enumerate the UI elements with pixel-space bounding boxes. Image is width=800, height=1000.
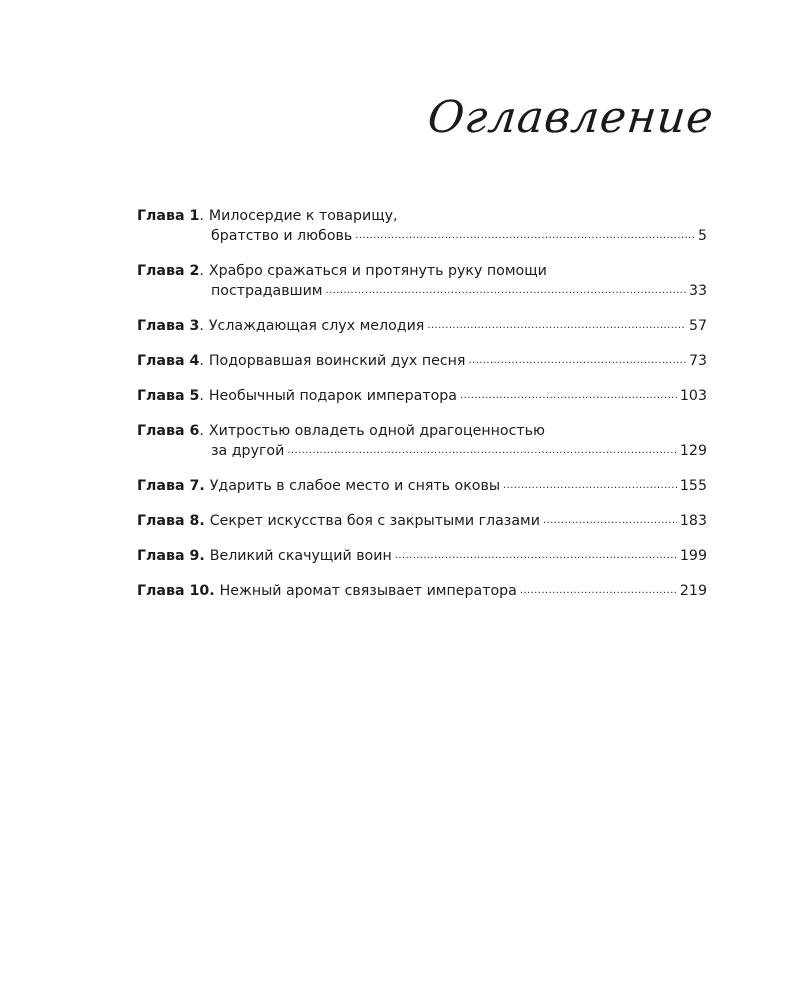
page-number: 103 (679, 388, 707, 404)
toc-entry (137, 386, 707, 408)
chapter-separator: . (199, 318, 204, 334)
dot-leader (395, 546, 677, 566)
chapter-title: Необычный подарок императора (208, 388, 458, 404)
toc-entry (137, 546, 707, 568)
toc-entry (137, 476, 707, 498)
dot-leader (355, 226, 695, 246)
page-number: 129 (679, 443, 707, 459)
chapter-title-continued: братство и любовь (211, 228, 353, 244)
chapter-separator: . (199, 208, 204, 224)
toc-entry (137, 511, 707, 533)
dot-leader (326, 281, 686, 301)
toc-entry (137, 316, 707, 338)
page-number: 219 (679, 583, 707, 599)
dot-leader (520, 581, 677, 601)
page-number: 183 (679, 513, 707, 529)
chapter-title: Ударить в слабое место и снять оковы (209, 478, 501, 494)
chapter-title: Подорвавшая воинский дух песня (208, 353, 466, 369)
chapter-label: Глава 7. (137, 478, 205, 494)
toc-entry (137, 206, 707, 248)
toc-entry (137, 421, 707, 463)
dot-leader (460, 386, 677, 406)
dot-leader (468, 351, 685, 371)
page-title: Оглавление (425, 92, 717, 143)
dot-leader (287, 441, 677, 461)
chapter-title: Нежный аромат связывает императора (219, 583, 517, 599)
table-of-contents (137, 206, 707, 616)
chapter-label: Глава 8. (137, 513, 205, 529)
dot-leader (503, 476, 677, 496)
chapter-label: Глава 1 (137, 208, 200, 224)
chapter-title: Милосердие к товарищу, (208, 208, 398, 224)
chapter-title: Услаждающая слух мелодия (208, 318, 425, 334)
chapter-label: Глава 2 (137, 263, 200, 279)
chapter-separator: . (199, 263, 204, 279)
page-number: 73 (688, 353, 707, 369)
toc-entry (137, 351, 707, 373)
page-number: 57 (688, 318, 707, 334)
chapter-label: Глава 6 (137, 423, 200, 439)
dot-leader (427, 316, 686, 336)
chapter-title: Секрет искусства боя с закрытыми глазами (209, 513, 540, 529)
toc-entry (137, 581, 707, 603)
chapter-label: Глава 5 (137, 388, 200, 404)
toc-entry (137, 261, 707, 303)
page-number: 155 (679, 478, 707, 494)
chapter-separator: . (199, 423, 204, 439)
page-number: 5 (697, 228, 707, 244)
chapter-label: Глава 9. (137, 548, 205, 564)
chapter-separator: . (199, 353, 204, 369)
page-number: 199 (679, 548, 707, 564)
chapter-title: Хитростью овладеть одной драгоценностью (208, 423, 545, 439)
dot-leader (543, 511, 677, 531)
chapter-title: Храбро сражаться и протянуть руку помощи (208, 263, 547, 279)
chapter-label: Глава 4 (137, 353, 200, 369)
chapter-label: Глава 3 (137, 318, 200, 334)
chapter-title-continued: пострадавшим (211, 283, 323, 299)
page-number: 33 (688, 283, 707, 299)
chapter-title-continued: за другой (211, 443, 285, 459)
chapter-separator: . (199, 388, 204, 404)
chapter-label: Глава 10. (137, 583, 215, 599)
chapter-title: Великий скачущий воин (209, 548, 392, 564)
